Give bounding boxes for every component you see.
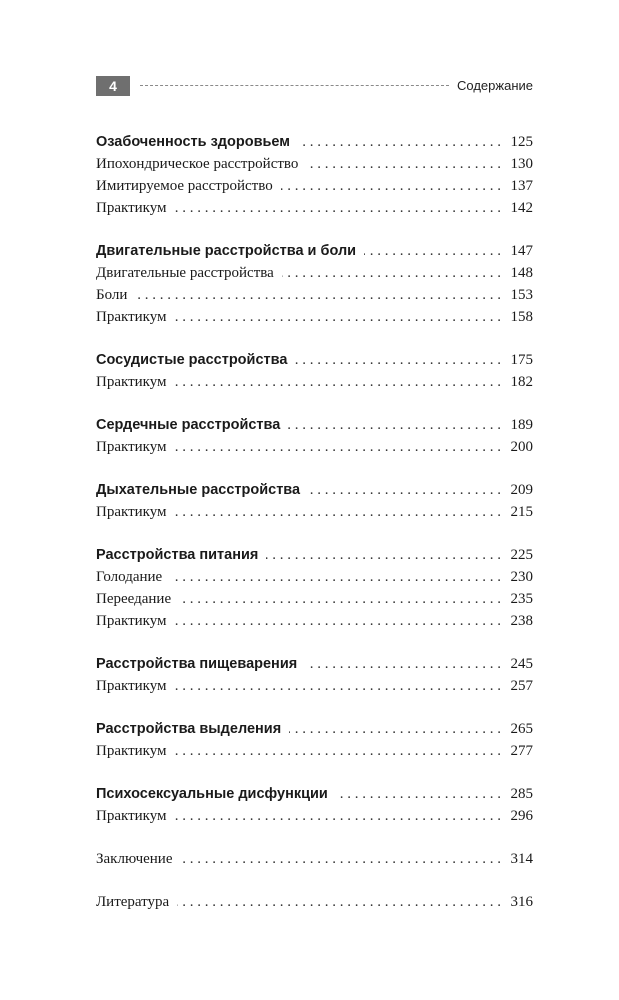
toc-entry-title: Ипохондрическое расстройство [96,156,299,172]
toc-page-number: 238 [510,613,533,629]
toc-section-entry[interactable] [96,653,533,675]
toc-entry[interactable] [96,891,533,913]
toc-entry-title: Озабоченность здоровьем [96,134,290,150]
toc-entry-title: Заключение [96,851,173,867]
toc-page-number: 209 [510,482,533,498]
section-gap [96,523,533,544]
dot-leader [298,131,501,153]
dot-leader [175,805,501,827]
dot-leader [175,675,501,697]
dot-leader [336,783,501,805]
dot-leader [177,891,501,913]
section-gap [96,458,533,479]
toc-entry-title: Практикум [96,374,167,390]
dot-leader [175,501,501,523]
dot-leader [266,544,501,566]
toc-section-entry[interactable] [96,479,533,501]
toc-entry[interactable] [96,501,533,523]
toc-section-entry[interactable] [96,544,533,566]
toc-page-number: 148 [510,265,533,281]
toc-entry-title: Практикум [96,439,167,455]
dot-leader [282,262,501,284]
toc-page-number: 225 [510,547,533,563]
dot-leader [170,566,501,588]
toc-page-number: 130 [510,156,533,172]
dot-leader [135,284,501,306]
toc-page-number: 147 [510,243,533,259]
toc-entry-title: Психосексуальные дисфункции [96,786,328,802]
toc-entry[interactable] [96,284,533,306]
dot-leader [175,306,501,328]
toc-section-entry[interactable] [96,131,533,153]
toc-page-number: 314 [510,851,533,867]
toc-entry-title: Практикум [96,309,167,325]
toc-entry[interactable] [96,805,533,827]
dot-leader [295,349,501,371]
dot-leader [175,436,501,458]
toc-page-number: 235 [510,591,533,607]
toc-page-number: 200 [510,439,533,455]
dot-leader [179,588,501,610]
toc-entry-title: Боли [96,287,128,303]
toc-page-number: 125 [510,134,533,150]
toc-entry-title: Расстройства выделения [96,721,282,737]
toc-entry-title: Двигательные расстройства [96,265,274,281]
toc-entry[interactable] [96,262,533,284]
toc-page-number: 316 [510,894,533,910]
header-title: Содержание [457,78,533,93]
toc-entry-title: Имитируемое расстройство [96,178,273,194]
dot-leader [289,718,501,740]
toc-entry-title: Расстройства питания [96,547,259,563]
toc-section-entry[interactable] [96,349,533,371]
toc-page-number: 158 [510,309,533,325]
toc-entry-title: Практикум [96,504,167,520]
dot-leader [305,653,501,675]
dot-leader [175,610,501,632]
page-number: 4 [96,76,130,96]
header-dashed-rule [140,85,449,86]
dot-leader [308,479,501,501]
dot-leader [288,414,501,436]
toc-page-number: 296 [510,808,533,824]
toc-entry[interactable] [96,740,533,762]
toc-page-number: 230 [510,569,533,585]
dot-leader [364,240,501,262]
toc-page-number: 265 [510,721,533,737]
toc-page-number: 257 [510,678,533,694]
toc-entry[interactable] [96,675,533,697]
toc-entry-title: Практикум [96,743,167,759]
section-gap [96,870,533,891]
toc-entry-title: Практикум [96,200,167,216]
dot-leader [306,153,501,175]
toc-page-number: 189 [510,417,533,433]
toc-entry-title: Двигательные расстройства и боли [96,243,357,259]
toc-entry-title: Дыхательные расстройства [96,482,301,498]
toc-entry-title: Сердечные расстройства [96,417,281,433]
dot-leader [281,175,501,197]
toc-page-number: 153 [510,287,533,303]
toc-entry[interactable] [96,566,533,588]
toc-entry-title: Сосудистые расстройства [96,352,288,368]
toc-entry-title: Расстройства пищеварения [96,656,298,672]
running-header [96,76,533,96]
toc-entry-title: Литература [96,894,170,910]
toc-entry[interactable] [96,175,533,197]
toc-entry-title: Практикум [96,613,167,629]
toc-entry[interactable] [96,306,533,328]
toc-entry-title: Переедание [96,591,172,607]
section-gap [96,762,533,783]
toc-entry[interactable] [96,610,533,632]
section-gap [96,697,533,718]
dot-leader [175,197,501,219]
toc-entry[interactable] [96,197,533,219]
toc-entry[interactable] [96,848,533,870]
toc-page-number: 175 [510,352,533,368]
toc-page-number: 137 [510,178,533,194]
toc-page-number: 182 [510,374,533,390]
section-gap [96,219,533,240]
dot-leader [175,740,501,762]
toc-entry[interactable] [96,153,533,175]
dot-leader [181,848,502,870]
toc-entry-title: Практикум [96,808,167,824]
toc-section-entry[interactable] [96,240,533,262]
toc-page-number: 215 [510,504,533,520]
dot-leader [175,371,501,393]
toc-section-entry[interactable] [96,414,533,436]
toc-page-number: 245 [510,656,533,672]
section-gap [96,632,533,653]
toc-entry[interactable] [96,436,533,458]
toc-entry[interactable] [96,588,533,610]
section-gap [96,827,533,848]
toc-section-entry[interactable] [96,718,533,740]
toc-entry-title: Голодание [96,569,163,585]
table-of-contents [96,131,533,913]
section-gap [96,393,533,414]
toc-entry[interactable] [96,371,533,393]
toc-entry-title: Практикум [96,678,167,694]
toc-page-number: 277 [510,743,533,759]
toc-page-number: 285 [510,786,533,802]
toc-section-entry[interactable] [96,783,533,805]
section-gap [96,328,533,349]
toc-page-number: 142 [510,200,533,216]
